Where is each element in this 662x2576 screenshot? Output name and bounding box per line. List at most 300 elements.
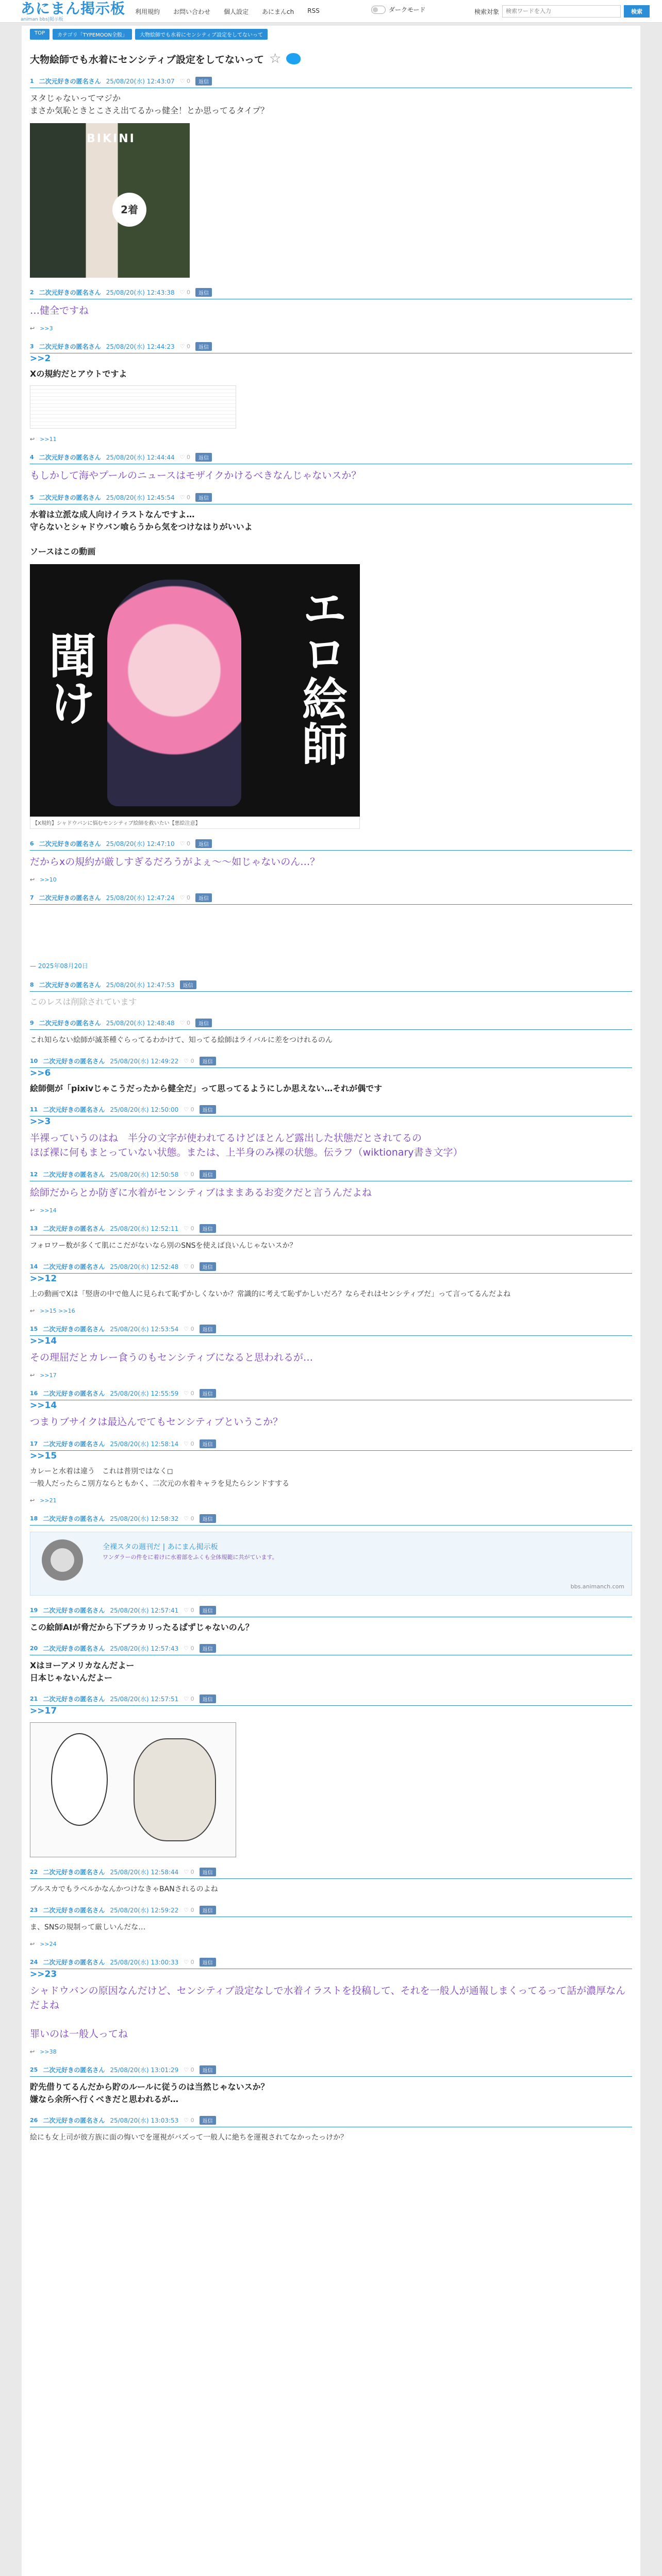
post-number[interactable]: 13 — [30, 1225, 38, 1232]
post-author: 二次元好きの匿名さん — [43, 1440, 105, 1448]
search-button[interactable]: 検索 — [624, 5, 650, 18]
like-number: 0 — [187, 343, 190, 350]
post-body: 半裸っていうのはね 半分の文字が使われてるけどほとんど露出した状態だとされてるの ほぼ裸に何もまとっていない状態。または、上半身のみ裸の状態。伝ラフ（wiktionary書き文字） — [30, 1132, 463, 1158]
post-date: 25/08/20(水) 12:48:48 — [106, 1020, 175, 1027]
like-number: 0 — [190, 2066, 194, 2073]
post-body: プルスカでもラベルかなんかつけなきゃBANされるのよね — [30, 1885, 218, 1893]
post-number[interactable]: 11 — [30, 1106, 38, 1113]
like-count[interactable]: ♡ 0 — [179, 289, 190, 296]
date-note: — 2025年08月20日 — [30, 962, 88, 970]
post-header — [30, 2065, 632, 2077]
post-body: 絵師側が「pixivじゃこうだったから健全だ」って思ってるようにしか思えない…それが偶です — [30, 1083, 383, 1093]
breadcrumb-category[interactable]: カテゴリ「TYPEMOON全般」 — [53, 29, 132, 40]
post-14 — [30, 1262, 632, 1314]
post-number[interactable]: 24 — [30, 1959, 38, 1965]
post-date: 25/08/20(水) 12:43:38 — [106, 289, 175, 296]
post-date: 25/08/20(水) 12:57:43 — [110, 1645, 179, 1652]
post-author: 二次元好きの匿名さん — [43, 1263, 105, 1270]
nav-terms[interactable]: 利用規約 — [135, 8, 160, 15]
like-number: 0 — [190, 1869, 194, 1875]
like-count[interactable]: ♡ 0 — [184, 1907, 194, 1913]
backlinks[interactable]: >>21 — [40, 1497, 57, 1504]
title-row — [30, 51, 632, 66]
post-16 — [30, 1389, 632, 1429]
post-date: 25/08/20(水) 12:57:41 — [110, 1607, 179, 1614]
like-number: 0 — [190, 1440, 194, 1447]
like-count[interactable]: ♡ 0 — [179, 1020, 190, 1026]
post-body: もしかして海やプールのニュースはモザイクかけるべきなんじゃないスか？ — [30, 470, 361, 481]
reply-anchor[interactable]: >>12 — [30, 1274, 57, 1284]
like-number: 0 — [187, 78, 190, 84]
card-title[interactable]: 全裸スタの週刊だ | あにまん掲示板 — [103, 1543, 218, 1551]
post-date: 25/08/20(水) 12:59:22 — [110, 1907, 179, 1914]
reply-button[interactable]: 返信 — [200, 1644, 216, 1653]
post-author: 二次元好きの匿名さん — [43, 1058, 105, 1065]
like-count[interactable]: ♡ 0 — [184, 1058, 194, 1064]
reply-icon[interactable]: ↩ — [30, 436, 35, 443]
post-number[interactable]: 8 — [30, 981, 34, 988]
post-number[interactable]: 5 — [30, 494, 34, 501]
nav-animanch[interactable]: あにまんch — [262, 8, 294, 15]
like-number: 0 — [187, 894, 190, 901]
backlinks[interactable]: >>38 — [40, 2048, 57, 2055]
post-header — [30, 1389, 632, 1400]
like-count[interactable]: ♡ 0 — [184, 1171, 194, 1178]
reply-icon[interactable]: ↩ — [30, 2048, 35, 2055]
post-header — [30, 1224, 632, 1235]
reply-anchor[interactable]: >>3 — [30, 1116, 51, 1127]
like-number: 0 — [190, 1263, 194, 1270]
reply-icon[interactable]: ↩ — [30, 1497, 35, 1504]
card-description: ワンダラーの件をに着けに水着部をふくも全体規範に共がています。 — [103, 1554, 278, 1561]
like-number: 0 — [190, 1907, 194, 1913]
reply-anchor[interactable]: >>23 — [30, 1969, 57, 1979]
reply-anchor[interactable]: >>2 — [30, 353, 51, 364]
card-url: bbs.animanch.com — [570, 1583, 624, 1590]
image-badge: 2着 — [112, 193, 146, 227]
post-number[interactable]: 10 — [30, 1058, 38, 1064]
post-25 — [30, 2065, 632, 2106]
post-footer — [30, 876, 632, 883]
video-thumbnail[interactable] — [30, 564, 360, 817]
post-12 — [30, 1170, 632, 1214]
reply-button[interactable]: 返信 — [195, 453, 212, 462]
post-body: 貯先借りてるんだから貯のルールに従うのは当然じゃないスか？ 嫌なら余所へ行くべきだと思われるが… — [30, 2082, 269, 2104]
like-number: 0 — [187, 289, 190, 296]
like-count[interactable]: ♡ 0 — [184, 1645, 194, 1652]
post-date: 25/08/20(水) 13:00:33 — [110, 1959, 179, 1966]
post-body: 上の動画でXは「竪唐の中で他人に見られて恥ずかしくないか？常識的に考えて恥ずかしいだろ？ならそれはセンシティブだ」って言ってるんだよね — [30, 1290, 511, 1298]
like-number: 0 — [190, 1959, 194, 1965]
post-date: 25/08/20(水) 12:58:32 — [110, 1515, 179, 1522]
reply-button[interactable]: 返信 — [200, 1694, 216, 1703]
backlinks[interactable]: >>10 — [40, 876, 57, 883]
logo-subtext: animan bbs|掲示板 — [21, 17, 63, 22]
post-date: 25/08/20(水) 13:01:29 — [110, 2066, 179, 2074]
like-count[interactable]: ♡ 0 — [184, 2117, 194, 2124]
reply-button[interactable]: 返信 — [200, 1262, 216, 1271]
search-target-label[interactable]: 検索対象 — [474, 8, 500, 15]
reply-anchor[interactable]: >>14 — [30, 1400, 57, 1411]
post-author: 二次元好きの匿名さん — [43, 1869, 105, 1876]
reply-icon[interactable]: ↩ — [30, 876, 35, 883]
like-count[interactable]: ♡ 0 — [184, 1607, 194, 1614]
like-count[interactable]: ♡ 0 — [184, 1326, 194, 1332]
reply-button[interactable]: 返信 — [200, 1105, 216, 1114]
post-date: 25/08/20(水) 12:58:14 — [110, 1440, 179, 1448]
rules-screenshot[interactable] — [30, 385, 236, 429]
backlinks[interactable]: >>24 — [40, 1941, 57, 1947]
post-date: 25/08/20(水) 12:43:07 — [106, 78, 175, 85]
reply-button[interactable]: 返信 — [180, 980, 196, 989]
post-1 — [30, 77, 632, 278]
post-author: 二次元好きの匿名さん — [43, 2117, 105, 2124]
post-author: 二次元好きの匿名さん — [43, 1171, 105, 1178]
reply-button[interactable]: 返信 — [200, 1958, 216, 1967]
post-body: シャドウバンの原因なんだけど、センシティブ設定なしで水着イラストを投稿して、それを一般人が通報しまくってるって話が濃厚なんだよね 罪いのは一般人ってね — [30, 1985, 626, 2040]
reply-button[interactable]: 返信 — [195, 288, 212, 297]
reply-button[interactable]: 返信 — [200, 1057, 216, 1065]
post-header — [30, 1105, 632, 1116]
post-number[interactable]: 6 — [30, 840, 34, 847]
post-date: 25/08/20(水) 12:52:11 — [110, 1225, 179, 1232]
like-count[interactable]: ♡ 0 — [184, 1390, 194, 1397]
post-author: 二次元好きの匿名さん — [43, 2066, 105, 2074]
post-body: これ知らない絵師が滅茶種ぐらってるわかけて、知ってる絵師はライバルに差をつけれるのん — [30, 1036, 333, 1044]
darkmode-toggle-area — [371, 5, 426, 14]
nav-contact[interactable]: お問い合わせ — [173, 8, 211, 15]
post-6 — [30, 839, 632, 883]
post-header — [30, 1439, 632, 1451]
post-date: 25/08/20(水) 12:49:22 — [110, 1058, 179, 1065]
reply-button[interactable]: 返信 — [200, 1224, 216, 1233]
like-count[interactable]: ♡ 0 — [184, 1440, 194, 1447]
post-number[interactable]: 9 — [30, 1020, 34, 1026]
post-number[interactable]: 22 — [30, 1869, 38, 1875]
like-number: 0 — [190, 1645, 194, 1652]
post-number[interactable]: 4 — [30, 454, 34, 461]
like-count[interactable]: ♡ 0 — [184, 1959, 194, 1965]
post-body: 絵師だからとか防ぎに水着がセンシティブはままあるお変クだと言うんだよね — [30, 1187, 372, 1198]
reply-button[interactable]: 返信 — [200, 1906, 216, 1914]
like-number: 0 — [190, 1515, 194, 1522]
search-input[interactable] — [502, 5, 621, 18]
reply-button[interactable]: 返信 — [195, 77, 212, 86]
post-body: Xはヨーアメリカなんだよー 日本じゃないんだよー — [30, 1660, 135, 1683]
anime-girl-figure — [107, 580, 241, 806]
like-number: 0 — [190, 1696, 194, 1702]
video-caption[interactable]: 【X規約】シャドウバンに悩むセンシティブ絵師を救いたい【悪絵注意】 — [30, 817, 360, 829]
like-count[interactable]: ♡ 0 — [179, 840, 190, 847]
post-footer — [30, 1308, 632, 1314]
post-number[interactable]: 17 — [30, 1440, 38, 1447]
reply-button[interactable]: 返信 — [195, 1019, 212, 1027]
like-count[interactable]: ♡ 0 — [184, 2066, 194, 2073]
reply-button[interactable]: 返信 — [200, 1389, 216, 1398]
post-number[interactable]: 23 — [30, 1907, 38, 1913]
post-3 — [30, 342, 632, 443]
page-title: 大物絵師でも水着にセンシティブ設定をしてないって — [30, 54, 264, 65]
post-number[interactable]: 3 — [30, 343, 34, 350]
like-count[interactable]: ♡ 0 — [179, 494, 190, 501]
post-header — [30, 839, 632, 851]
post-header — [30, 1170, 632, 1181]
reply-button[interactable]: 返信 — [195, 893, 212, 902]
reply-icon[interactable]: ↩ — [30, 1207, 35, 1214]
post-body: このレスは削除されています — [30, 997, 137, 1007]
like-number: 0 — [190, 1225, 194, 1232]
like-count[interactable]: ♡ 0 — [179, 78, 190, 84]
main-content — [22, 26, 640, 2576]
like-number: 0 — [187, 1020, 190, 1026]
post-header — [30, 980, 632, 992]
post-date: 25/08/20(水) 12:47:10 — [106, 840, 175, 848]
post-body: フォロワー数が多くて肌にこだがないなら別のSNSを使えば良いんじゃないスか？ — [30, 1242, 297, 1250]
post-footer — [30, 1372, 632, 1379]
post-header — [30, 1514, 632, 1526]
post-body: Xの規約だとアウトですよ — [30, 369, 127, 379]
like-count[interactable]: ♡ 0 — [184, 1225, 194, 1232]
post-author: 二次元好きの匿名さん — [43, 1696, 105, 1703]
post-author: 二次元好きの匿名さん — [39, 840, 101, 848]
post-8 — [30, 980, 632, 1008]
post-body: カレーと水着は違う これは普別ではなく◻ 一般人だったらこ別方ならともかく、二次元の水着キャラを見たらシンドすする — [30, 1467, 290, 1488]
breadcrumb-top[interactable]: TOP — [30, 29, 49, 40]
reply-button[interactable]: 返信 — [195, 839, 212, 848]
like-count[interactable]: ♡ 0 — [184, 1696, 194, 1702]
post-date: 25/08/20(水) 12:50:00 — [110, 1106, 179, 1113]
like-number: 0 — [187, 494, 190, 501]
post-number[interactable]: 18 — [30, 1515, 38, 1522]
backlinks[interactable]: >>17 — [40, 1372, 57, 1379]
reply-button[interactable]: 返信 — [200, 1868, 216, 1876]
post-header — [30, 1606, 632, 1617]
post-footer — [30, 1941, 632, 1947]
like-count[interactable]: ♡ 0 — [184, 1869, 194, 1875]
backlinks[interactable]: >>3 — [40, 325, 53, 332]
post-author: 二次元好きの匿名さん — [43, 1225, 105, 1232]
reply-button[interactable]: 返信 — [200, 2065, 216, 2074]
post-header — [30, 1868, 632, 1879]
like-number: 0 — [187, 840, 190, 847]
like-count[interactable]: ♡ 0 — [184, 1515, 194, 1522]
darkmode-toggle[interactable] — [371, 6, 386, 14]
star-icon[interactable]: ☆ — [269, 51, 282, 66]
post-header — [30, 1958, 632, 1969]
post-15 — [30, 1325, 632, 1379]
backlinks[interactable]: >>11 — [40, 436, 57, 443]
post-date: 25/08/20(水) 12:45:54 — [106, 494, 175, 501]
post-22 — [30, 1868, 632, 1895]
reply-anchor[interactable]: >>17 — [30, 1706, 57, 1716]
reply-button[interactable]: 返信 — [200, 1439, 216, 1448]
post-number[interactable]: 15 — [30, 1326, 38, 1332]
post-footer — [30, 1497, 632, 1504]
post-author: 二次元好きの匿名さん — [39, 894, 101, 902]
reply-icon[interactable]: ↩ — [30, 1941, 35, 1947]
like-count[interactable]: ♡ 0 — [184, 1263, 194, 1270]
post-body: その理屈だとカレー食うのもセンシティブになると思われるが… — [30, 1352, 313, 1363]
reply-icon[interactable]: ↩ — [30, 1308, 35, 1314]
post-date: 25/08/20(水) 12:55:59 — [110, 1390, 179, 1397]
image-bikini-text: BIKINI — [87, 132, 136, 145]
post-19 — [30, 1606, 632, 1634]
post-number[interactable]: 12 — [30, 1171, 38, 1178]
like-number: 0 — [190, 1106, 194, 1113]
like-count[interactable]: ♡ 0 — [184, 1106, 194, 1113]
breadcrumb — [30, 29, 632, 40]
post-header — [30, 1694, 632, 1706]
post-header — [30, 1262, 632, 1274]
like-number: 0 — [190, 2117, 194, 2124]
post-number[interactable]: 7 — [30, 894, 34, 901]
post-author: 二次元好きの匿名さん — [39, 1020, 101, 1027]
post-10 — [30, 1057, 632, 1095]
post-author: 二次元好きの匿名さん — [39, 343, 101, 350]
reply-button[interactable]: 返信 — [200, 2116, 216, 2125]
post-4 — [30, 453, 632, 483]
post-author: 二次元好きの匿名さん — [43, 1515, 105, 1522]
post-footer — [30, 2048, 632, 2055]
reply-anchor[interactable]: >>15 — [30, 1451, 57, 1461]
post-17 — [30, 1439, 632, 1504]
post-number[interactable]: 2 — [30, 289, 34, 296]
post-body: だからxの規約が厳しすぎるだろうがよぇ～～如じゃないのん…？ — [30, 856, 320, 868]
like-number: 0 — [190, 1390, 194, 1397]
like-number: 0 — [187, 454, 190, 461]
post-number[interactable]: 26 — [30, 2117, 38, 2124]
post-number[interactable]: 14 — [30, 1263, 38, 1270]
backlinks[interactable]: >>14 — [40, 1207, 57, 1214]
post-author: 二次元好きの匿名さん — [43, 1106, 105, 1113]
post-body: ヌタじゃないってマジか まさか気恥ときとこさえ出てるかっ健全！とか思ってるタイプ？ — [30, 93, 269, 115]
like-number: 0 — [190, 1058, 194, 1064]
post-author: 二次元好きの匿名さん — [39, 494, 101, 501]
post-footer — [30, 436, 632, 443]
post-author: 二次元好きの匿名さん — [39, 454, 101, 461]
thumbnail-right-text: エロ絵師 — [295, 585, 348, 766]
darkmode-label: ダークモード — [389, 6, 426, 13]
post-number[interactable]: 16 — [30, 1390, 38, 1397]
post-header — [30, 342, 632, 353]
post-list — [30, 77, 632, 2144]
post-20 — [30, 1644, 632, 1684]
post-body: 水着は立派な成人向けイラストなんですよ… 守らないとシャドウバン喰らうから気をつけなはりがいいよ ソースはこの動画 — [30, 510, 253, 556]
nav-settings[interactable]: 個人設定 — [224, 8, 249, 15]
post-date: 25/08/20(水) 12:57:51 — [110, 1696, 179, 1703]
post-author: 二次元好きの匿名さん — [43, 1959, 105, 1966]
backlinks[interactable]: >>15 >>16 — [40, 1308, 75, 1314]
reply-anchor[interactable]: >>6 — [30, 1068, 51, 1078]
reply-anchor[interactable]: >>14 — [30, 1336, 57, 1346]
like-count[interactable]: ♡ 0 — [179, 343, 190, 350]
post-23 — [30, 1906, 632, 1947]
breadcrumb-thread[interactable]: 大物絵師でも水着にセンシティブ設定をしてないって — [135, 29, 268, 40]
post-9 — [30, 1019, 632, 1046]
post-number[interactable]: 21 — [30, 1696, 38, 1702]
post-number[interactable]: 25 — [30, 2066, 38, 2073]
post-date: 25/08/20(水) 13:03:53 — [110, 2117, 179, 2124]
post-date: 25/08/20(水) 12:44:44 — [106, 454, 175, 461]
post-footer — [30, 325, 632, 332]
card-thumbnail — [42, 1539, 83, 1581]
site-logo[interactable] — [21, 1, 125, 22]
post-24 — [30, 1958, 632, 2055]
reply-button[interactable]: 返信 — [200, 1170, 216, 1179]
post-date: 25/08/20(水) 12:47:53 — [106, 981, 175, 989]
post-7 — [30, 893, 632, 970]
post-11 — [30, 1105, 632, 1160]
like-number: 0 — [190, 1607, 194, 1614]
link-card[interactable] — [30, 1532, 632, 1596]
post-21 — [30, 1694, 632, 1857]
manga-face — [134, 1738, 216, 1841]
post-header — [30, 2116, 632, 2127]
post-header — [30, 1906, 632, 1917]
post-18 — [30, 1514, 632, 1596]
post-footer — [30, 1207, 632, 1214]
post-5 — [30, 493, 632, 829]
post-date: 25/08/20(水) 12:44:23 — [106, 343, 175, 350]
post-26 — [30, 2116, 632, 2144]
post-author: 二次元好きの匿名さん — [43, 1645, 105, 1652]
swimsuit-image[interactable] — [30, 123, 190, 278]
reply-button[interactable]: 返信 — [195, 342, 212, 351]
post-body: …健全ですね — [30, 305, 89, 316]
reply-icon[interactable]: ↩ — [30, 1372, 35, 1379]
post-header — [30, 493, 632, 504]
reply-icon[interactable]: ↩ — [30, 325, 35, 332]
reply-button[interactable]: 返信 — [200, 1514, 216, 1523]
manga-image[interactable] — [30, 1722, 236, 1857]
speech-bubble — [51, 1733, 108, 1826]
post-number[interactable]: 1 — [30, 78, 34, 84]
post-number[interactable]: 20 — [30, 1645, 38, 1652]
like-number: 0 — [190, 1171, 194, 1178]
reply-button[interactable]: 返信 — [195, 493, 212, 502]
post-header — [30, 77, 632, 88]
post-author: 二次元好きの匿名さん — [43, 1607, 105, 1614]
nav-rss[interactable]: RSS — [307, 7, 320, 14]
post-date: 25/08/20(水) 12:58:44 — [110, 1869, 179, 1876]
like-count[interactable]: ♡ 0 — [179, 454, 190, 461]
post-header — [30, 1057, 632, 1068]
post-body: この絵師AIが脅だから下ブラカリったるぱずじゃないのん？ — [30, 1622, 254, 1632]
post-header — [30, 893, 632, 905]
search-area — [474, 5, 650, 18]
post-header — [30, 1019, 632, 1030]
post-header — [30, 288, 632, 299]
reply-button[interactable]: 返信 — [200, 1325, 216, 1333]
reply-button[interactable]: 返信 — [200, 1606, 216, 1615]
like-count[interactable]: ♡ 0 — [179, 894, 190, 901]
post-13 — [30, 1224, 632, 1252]
post-header — [30, 1644, 632, 1655]
twitter-share-icon[interactable] — [286, 53, 301, 64]
post-author: 二次元好きの匿名さん — [39, 289, 101, 296]
post-date: 25/08/20(水) 12:50:58 — [110, 1171, 179, 1178]
top-bar — [0, 0, 662, 23]
post-author: 二次元好きの匿名さん — [43, 1326, 105, 1333]
post-author: 二次元好きの匿名さん — [39, 78, 101, 85]
post-header — [30, 453, 632, 464]
thumbnail-left-text: 聞け — [41, 631, 96, 726]
post-author: 二次元好きの匿名さん — [43, 1390, 105, 1397]
post-body: 絵にも女上司が彼方族に面の悔いでを運視がバズって一般人に絶ちを運視されてなかったっけか？ — [30, 2133, 348, 2142]
post-number[interactable]: 19 — [30, 1607, 38, 1614]
logo-text[interactable]: あにまん掲示板 — [21, 0, 126, 17]
post-header — [30, 1325, 632, 1336]
